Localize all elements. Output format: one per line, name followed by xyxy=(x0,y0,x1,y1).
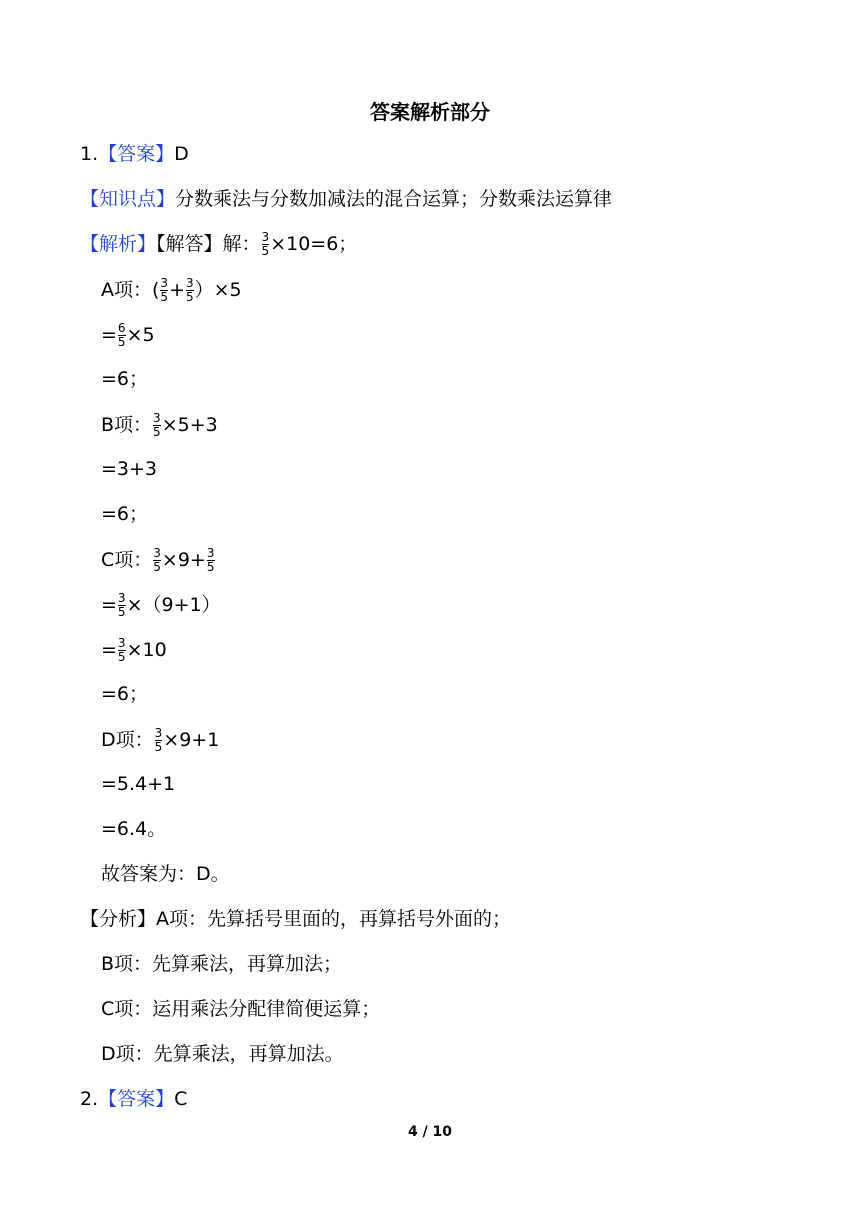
q1-solution-rest: ×10=6； xyxy=(270,233,358,255)
q1-answer: D xyxy=(174,143,189,165)
fenxi-line xyxy=(80,907,511,931)
fraction-3-5: $\frac{3}{5}$ xyxy=(206,546,215,574)
q1-answer-tag: 【答案】 xyxy=(98,143,175,165)
option-a-step1 xyxy=(101,322,155,349)
fraction-3-5: $\frac{3}{5}$ xyxy=(117,591,126,619)
option-d-step1: =5.4+1 xyxy=(101,773,176,795)
fenxi-tag: 【分析】 xyxy=(80,908,157,930)
option-c-label: C项： xyxy=(101,549,153,571)
fenxi-c: C项：运用乘法分配律简便运算； xyxy=(101,998,381,1020)
equals-sign: = xyxy=(101,639,117,661)
page-title: 答案解析部分 xyxy=(370,100,490,124)
option-d-rest: ×9+1 xyxy=(163,729,220,751)
option-c-step2 xyxy=(101,637,167,664)
option-d-line xyxy=(101,727,219,754)
q2-number: 2. xyxy=(80,1088,99,1110)
option-a-rest: ）×5 xyxy=(194,279,242,301)
q2-answer-tag: 【答案】 xyxy=(98,1088,175,1110)
option-c-mid: ×9+ xyxy=(161,549,206,571)
fraction-3-5: $\frac{3}{5}$ xyxy=(261,230,270,258)
option-c-step1 xyxy=(101,592,221,619)
fraction-3-5: $\frac{3}{5}$ xyxy=(154,726,163,754)
option-d-label: D项： xyxy=(101,729,154,751)
option-b-step2: =6； xyxy=(101,503,149,525)
q1-knowledge-tag: 【知识点】 xyxy=(80,188,176,210)
option-a-step1-rest: ×5 xyxy=(126,324,155,346)
q1-analysis-tag: 【解析】 xyxy=(80,233,157,255)
option-b-line xyxy=(101,412,218,439)
fraction-6-5: $\frac{6}{5}$ xyxy=(117,321,126,349)
option-b-label: B项： xyxy=(101,414,153,436)
option-c-line xyxy=(101,547,216,574)
equals-sign: = xyxy=(101,324,117,346)
fraction-3-5: $\frac{3}{5}$ xyxy=(153,411,161,439)
q1-knowledge-line xyxy=(80,187,612,211)
option-c-step2-rest: ×10 xyxy=(126,639,167,661)
option-a-step2: =6； xyxy=(101,368,149,390)
fraction-3-5: $\frac{3}{5}$ xyxy=(185,276,194,304)
fraction-3-5: $\frac{3}{5}$ xyxy=(153,546,161,574)
q2-answer-line xyxy=(80,1087,187,1111)
option-d-step2: =6.4。 xyxy=(101,818,167,840)
q1-number: 1. xyxy=(80,143,99,165)
option-b-rest: ×5+3 xyxy=(161,414,218,436)
q1-solution-prefix: 解： xyxy=(222,233,261,255)
q1-solution-line xyxy=(80,231,357,258)
plus-sign: + xyxy=(169,279,185,301)
option-a-label: A项：( xyxy=(101,279,160,301)
q1-solution-tag: 【解答】 xyxy=(156,233,223,255)
option-a-line xyxy=(101,277,242,304)
fenxi-a: A项：先算括号里面的，再算括号外面的； xyxy=(156,908,512,930)
fenxi-d: D项：先算乘法，再算加法。 xyxy=(101,1043,344,1065)
equals-sign: = xyxy=(101,594,117,616)
fenxi-b: B项：先算乘法，再算加法； xyxy=(101,953,343,975)
option-c-step1-rest: ×（9+1） xyxy=(126,594,221,616)
option-b-step1: =3+3 xyxy=(101,458,158,480)
option-c-step3: =6； xyxy=(101,683,149,705)
q2-answer: C xyxy=(174,1088,188,1110)
fraction-3-5: $\frac{3}{5}$ xyxy=(160,276,169,304)
fraction-3-5: $\frac{3}{5}$ xyxy=(117,636,126,664)
q1-knowledge: 分数乘法与分数加减法的混合运算；分数乘法运算律 xyxy=(175,188,613,210)
conclusion: 故答案为：D。 xyxy=(101,863,230,885)
q1-answer-line xyxy=(80,142,189,166)
page-number: 4 / 10 xyxy=(407,1124,453,1140)
